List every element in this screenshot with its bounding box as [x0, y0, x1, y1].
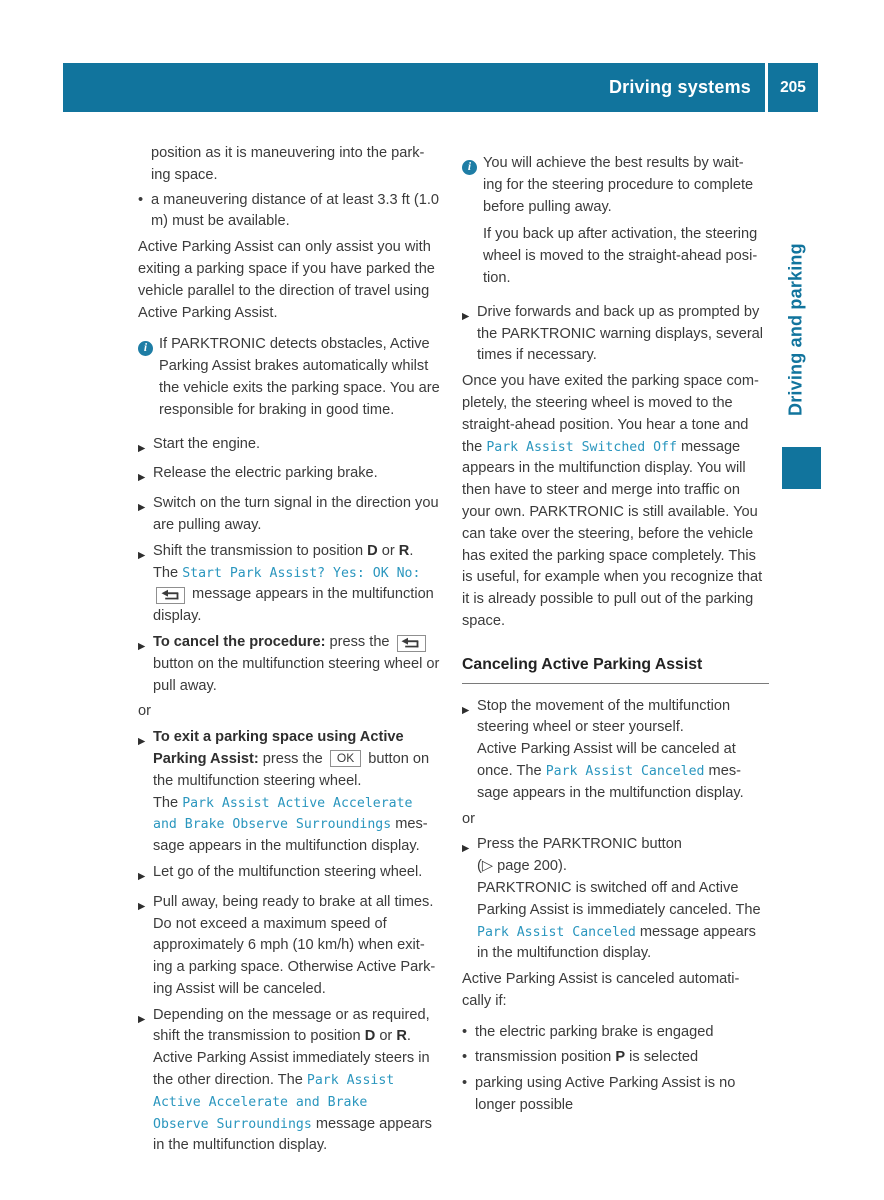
info-icon: i	[462, 160, 477, 175]
body-text: If you back up after activation, the steering wheel is moved to the straight-ahead posi-	[483, 226, 758, 265]
body-text: ing for the steering procedure to complete before pulling away.	[483, 176, 754, 215]
body-text: To exit a parking space using Active Parking Assist:	[153, 729, 404, 767]
display-message-text: Park Assist Switched Off	[486, 439, 677, 455]
body-text: Switch on the turn signal in the direction you are pulling away.	[153, 495, 439, 533]
action-arrow-icon: ▶	[138, 442, 146, 454]
info-note	[138, 334, 446, 421]
action-item	[138, 541, 446, 628]
bullet-dot-icon: •	[462, 1075, 468, 1092]
body-text: transmission position	[475, 1049, 616, 1066]
body-text: message appears in the multifunction display.	[477, 923, 756, 962]
body-text: Active Parking Assist will be canceled at once. The	[477, 741, 736, 779]
page-header-bar	[63, 63, 818, 112]
display-message-text: Start Park Assist? Yes: OK No:	[182, 565, 421, 581]
action-item	[138, 892, 446, 1001]
body-text: Active Parking Assist can only assist you with exiting a parking space if you have parked the vehicle parallel to the direction of travel using Active Parking Assist.	[138, 239, 435, 321]
body-text: Drive forwards and back up as prompted by the PARKTRONIC warning displays, several times if necessary.	[477, 303, 764, 364]
body-text: ing Assist will be canceled.	[153, 980, 326, 997]
action-arrow-icon: ▶	[462, 843, 470, 855]
body-text: is selected	[625, 1049, 699, 1066]
body-text: Press the PARKTRONIC button	[477, 836, 682, 853]
bullet-dot-icon: •	[462, 1049, 468, 1066]
paragraph	[462, 371, 769, 633]
action-item	[462, 302, 769, 367]
body-text: or	[462, 810, 475, 827]
section-tab-label: Driving and parking	[785, 243, 806, 417]
back-button-icon	[397, 635, 426, 652]
action-item	[138, 434, 446, 460]
body-text: or	[138, 703, 151, 720]
body-text: Pull away, being ready to brake at all times. Do not exceed a maximum speed of approximately 6 mph (10 km/h) when exit-	[153, 893, 434, 954]
action-arrow-icon: ▶	[462, 310, 470, 322]
action-arrow-icon: ▶	[138, 502, 146, 514]
body-text: Active Parking Assist immediately steers in the other direction. The	[153, 1050, 430, 1089]
action-item	[138, 1005, 446, 1158]
connector-text	[138, 701, 446, 723]
body-text: mes-	[391, 816, 428, 833]
body-text: Active Parking Assist is canceled automati-	[462, 971, 740, 988]
bullet-dot-icon: •	[138, 191, 144, 208]
chapter-title: Driving systems	[608, 77, 751, 97]
action-arrow-icon: ▶	[138, 736, 146, 748]
display-message-text: Park Assist Canceled	[477, 924, 636, 940]
action-arrow-icon: ▶	[138, 640, 146, 652]
body-text: button on the multifunction steering wheel or pull away.	[153, 655, 440, 694]
body-text: position as it is maneuvering into the park-	[151, 145, 425, 161]
action-arrow-icon: ▶	[138, 900, 146, 912]
body-text: ing space.	[151, 166, 218, 183]
action-arrow-icon: ▶	[462, 704, 470, 716]
back-button-icon	[156, 587, 185, 604]
body-text: You will achieve the best results by wait-	[483, 155, 744, 171]
body-text: ing a parking space. Otherwise Active Park-	[153, 959, 436, 976]
bullet-item	[462, 1047, 769, 1069]
action-item	[138, 493, 446, 537]
display-message-text: Park Assist Active Accelerate	[182, 795, 413, 811]
body-text: If PARKTRONIC detects obstacles, Active Parking Assist brakes automatically whilst the vehicle exits the parking space. You are responsible for braking in good time.	[159, 336, 440, 418]
body-text: button on the multifunction steering wheel.	[153, 750, 430, 789]
action-arrow-icon: ▶	[138, 472, 146, 484]
body-text: press the	[258, 750, 327, 767]
body-text: Release the electric parking brake.	[153, 465, 378, 482]
note-paragraph	[159, 334, 446, 421]
body-text: or	[375, 1028, 397, 1045]
connector-text	[462, 809, 769, 831]
display-message-text: Park Assist	[306, 1073, 395, 1089]
display-message-text: and Brake Observe Surroundings	[153, 817, 392, 833]
info-note	[462, 153, 769, 290]
action-item	[138, 862, 446, 888]
body-text: .	[406, 1028, 411, 1045]
body-text: sage appears in the multifunction display.	[477, 784, 744, 801]
body-text: tion.	[483, 269, 511, 286]
body-text: sage appears in the multifunction display.	[153, 838, 420, 855]
body-text: press the	[325, 633, 394, 650]
display-message-text: Park Assist Canceled	[545, 763, 705, 779]
bullet-item	[462, 1022, 769, 1044]
section-heading: Canceling Active Parking Assist	[462, 654, 769, 684]
body-text: .	[409, 542, 414, 559]
bullet-item	[138, 190, 446, 234]
body-text: or	[377, 542, 399, 559]
display-message-text: Observe Surroundings	[153, 1116, 312, 1132]
body-text: message appears in the multifunction display.	[153, 1115, 432, 1154]
note-paragraph	[483, 153, 769, 218]
action-arrow-icon: ▶	[138, 549, 146, 561]
action-item	[462, 696, 769, 805]
body-text: The	[153, 564, 183, 581]
body-text: pletely, the steering wheel is moved to the straight-ahead position. You hear a tone and the	[462, 394, 749, 455]
bullet-dot-icon: •	[462, 1023, 468, 1040]
info-icon: i	[138, 341, 153, 356]
action-arrow-icon: ▶	[138, 1013, 146, 1025]
paragraph	[138, 237, 446, 324]
action-item	[138, 632, 446, 697]
body-text: parking using Active Parking Assist is no longer possible	[475, 1075, 736, 1114]
body-text: the electric parking brake is engaged	[475, 1023, 714, 1040]
column-left	[138, 143, 446, 1161]
column-right	[462, 143, 769, 1121]
body-text: (▷ page 200).	[477, 858, 567, 875]
note-paragraph	[483, 224, 769, 289]
body-text: Stop the movement of the multifunction steering wheel or steer yourself.	[477, 697, 731, 736]
body-text: cally if:	[462, 992, 507, 1009]
body-text: P	[615, 1049, 626, 1066]
action-item	[138, 463, 446, 489]
bullet-item	[462, 1073, 769, 1117]
paragraph	[462, 969, 769, 1013]
continued-text	[138, 143, 446, 187]
page-number: 205	[780, 78, 806, 96]
body-text: message appears in the multifunction display.	[153, 586, 434, 625]
body-text: The	[153, 794, 183, 811]
body-text: Depending on the message or as required, shift the transmission to position	[153, 1006, 430, 1045]
body-text: Once you have exited the parking space com-	[462, 373, 759, 390]
body-text: message appears in the multifunction display. You will then have to steer and merge into traffic on your own. PARKTRONIC is still available. You can take over the steering, before the vehicle has exited the parking space completely. This is useful, for example when you recognize that it is already possible to pull out of the parking space.	[462, 438, 763, 629]
action-item	[462, 834, 769, 965]
body-text: D	[367, 542, 378, 559]
action-arrow-icon: ▶	[138, 870, 146, 882]
display-message-text: Active Accelerate and Brake	[153, 1094, 368, 1110]
body-text: a maneuvering distance of at least 3.3 ft (1.0 m) must be available.	[151, 191, 439, 230]
body-text: PARKTRONIC is switched off and Active Parking Assist is immediately canceled. The	[477, 879, 761, 918]
section-tab-marker	[782, 447, 821, 489]
body-text: Let go of the multifunction steering wheel.	[153, 863, 423, 880]
body-text: Shift the transmission to position	[153, 542, 368, 559]
action-item	[138, 727, 446, 858]
body-text: R	[398, 542, 410, 559]
body-text: mes-	[704, 762, 741, 779]
ok-button-key: OK	[330, 750, 361, 767]
body-text: D	[364, 1028, 376, 1045]
body-text: To cancel the procedure:	[153, 633, 326, 650]
body-text: Start the engine.	[153, 435, 261, 452]
body-text: R	[396, 1028, 407, 1045]
